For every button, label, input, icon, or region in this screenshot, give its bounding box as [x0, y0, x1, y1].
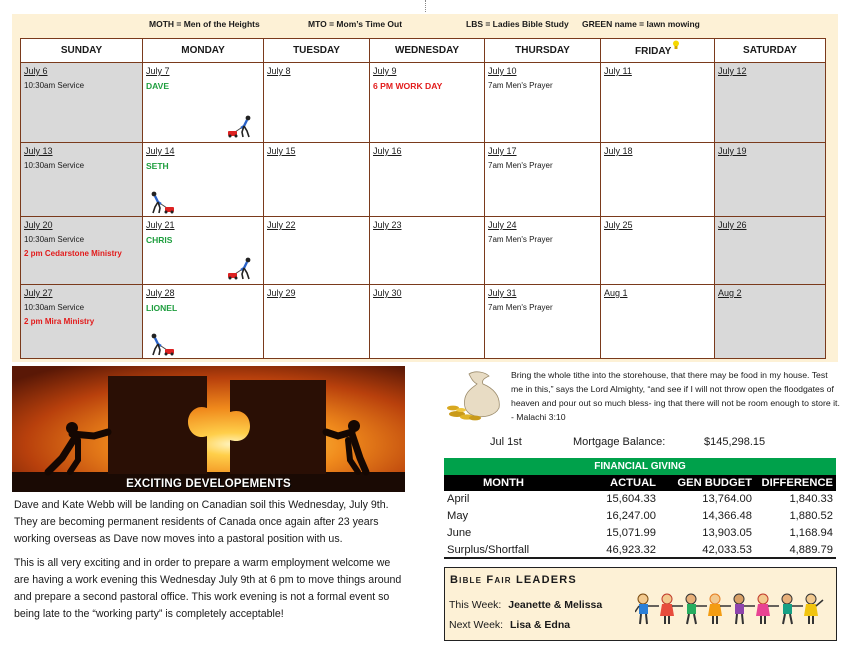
date-link[interactable]: July 15 [267, 146, 296, 156]
date-link[interactable]: July 19 [718, 146, 747, 156]
calendar-cell-monday [143, 285, 264, 359]
calendar-cell-sunday [21, 285, 143, 359]
this-week-line [449, 599, 602, 611]
date-link[interactable]: Aug 1 [604, 288, 628, 298]
article-paragraph: Dave and Kate Webb will be landing on Canadian soil this Wednesday, July 9th. They are becoming permanent residents of Canada once again after 23 years working overseas as Dave now moves into a pastoral position with us. [14, 499, 389, 546]
calendar-cell-wednesday [370, 63, 485, 143]
calendar-cell-tuesday [264, 217, 370, 285]
weekday-wednesday: WEDNESDAY [370, 39, 485, 63]
calendar-cell-tuesday [264, 63, 370, 143]
prayer-event: 7am Men's Prayer [488, 235, 553, 244]
article-paragraph: This is all very exciting and in order to prepare a warm employment welcome we are having a work evening this Wednesday July 9th at 6 pm to move things around and prepare a second pastoral office. This work evening is not a formal event so being late to the “working party” is completely acceptable! [14, 556, 402, 621]
calendar-cell-saturday [715, 63, 826, 143]
next-week-line [449, 619, 570, 631]
calendar-cell-saturday [715, 143, 826, 217]
date-link[interactable]: July 26 [718, 220, 747, 230]
date-link[interactable]: July 16 [373, 146, 402, 156]
calendar-week [21, 217, 826, 285]
actual-cell: 15,071.99 [606, 527, 656, 539]
weekday-thursday: THURSDAY [485, 39, 601, 63]
next-week-label: Next Week: [449, 619, 504, 631]
date-link[interactable]: July 22 [267, 220, 296, 230]
date-link[interactable]: July 9 [373, 66, 397, 76]
date-link[interactable]: July 23 [373, 220, 402, 230]
service-event: 10:30am Service [24, 235, 85, 244]
service-event: 10:30am Service [24, 161, 85, 170]
calendar-cell-saturday [715, 285, 826, 359]
budget-cell: 13,764.00 [702, 493, 752, 505]
calendar-legend [12, 19, 838, 35]
calendar-cell-thursday [485, 217, 601, 285]
mower-name: LIONEL [146, 303, 178, 313]
financial-title: FINANCIAL GIVING [444, 458, 836, 475]
date-link[interactable]: July 28 [146, 288, 175, 298]
mortgage-line [444, 436, 838, 452]
calendar-cell-friday [601, 143, 715, 217]
date-link[interactable]: July 14 [146, 146, 175, 156]
calendar-cell-thursday [485, 63, 601, 143]
budget-cell: 42,033.53 [702, 544, 752, 556]
calendar-cell-tuesday [264, 285, 370, 359]
date-link[interactable]: July 29 [267, 288, 296, 298]
calendar-cell-monday [143, 63, 264, 143]
calendar-cell-monday [143, 143, 264, 217]
bible-fair-title: Bible Fair LEADERS [450, 574, 577, 586]
weekday-friday-label: FRIDAY [635, 46, 672, 57]
calendar-cell-thursday [485, 285, 601, 359]
actual-cell: 16,247.00 [606, 510, 656, 522]
work-day-event: 6 PM WORK DAY [373, 81, 443, 91]
weekday-tuesday: TUESDAY [264, 39, 370, 63]
weekday-header-row [21, 39, 826, 63]
date-link[interactable]: July 27 [24, 288, 53, 298]
article-body [14, 497, 408, 629]
weekday-saturday: SATURDAY [715, 39, 826, 63]
table-row [444, 525, 836, 542]
calendar-panel [12, 14, 838, 362]
weekday-monday: MONDAY [143, 39, 264, 63]
ministry-event: 2 pm Mira Ministry [24, 317, 95, 326]
difference-cell: 1,840.33 [789, 493, 833, 505]
date-link[interactable]: July 21 [146, 220, 175, 230]
financial-giving-table [444, 458, 836, 559]
lawn-mower-icon [147, 190, 175, 214]
calendar-grid [20, 38, 826, 359]
calendar-week [21, 285, 826, 359]
date-link[interactable]: Aug 2 [718, 288, 742, 298]
calendar-cell-sunday [21, 143, 143, 217]
mower-name: SETH [146, 161, 169, 171]
legend-lbs: LBS = Ladies Bible Study [466, 19, 569, 29]
money-bag-icon [445, 370, 509, 422]
calendar-cell-friday [601, 217, 715, 285]
prayer-event: 7am Men's Prayer [488, 81, 553, 90]
date-link[interactable]: July 17 [488, 146, 517, 156]
legend-green: GREEN name = lawn mowing [582, 19, 700, 29]
calendar-cell-wednesday [370, 143, 485, 217]
budget-cell: 14,366.48 [702, 510, 752, 522]
weekday-sunday: SUNDAY [21, 39, 143, 63]
bible-fair-leaders-box [444, 567, 837, 641]
this-week-leaders: Jeanette & Melissa [508, 599, 603, 611]
calendar-week [21, 63, 826, 143]
date-link[interactable]: July 6 [24, 66, 48, 76]
scripture-verse: Bring the whole tithe into the storehouse, that there may be food in my house. Test me in this,” says the Lord Almighty, “and see if I will not throw open the floodgates of heaven and pour out so much bless- ing that there will not be room enough to store it. - Malachi 3:10 [511, 370, 840, 422]
month-cell: May [447, 510, 469, 522]
date-link[interactable]: July 30 [373, 288, 402, 298]
actual-cell: 15,604.33 [606, 493, 656, 505]
table-row-total [444, 542, 836, 559]
date-link[interactable]: July 10 [488, 66, 517, 76]
budget-cell: 13,903.05 [702, 527, 752, 539]
calendar-cell-wednesday [370, 285, 485, 359]
next-week-leaders: Lisa & Edna [510, 619, 571, 631]
date-link[interactable]: July 11 [604, 66, 632, 76]
financial-header-row [444, 475, 836, 491]
calendar-cell-friday [601, 285, 715, 359]
lightbulb-icon [672, 40, 680, 50]
calendar-cell-tuesday [264, 143, 370, 217]
prayer-event: 7am Men's Prayer [488, 303, 553, 312]
this-week-label: This Week: [449, 599, 502, 611]
mortgage-label: Mortgage Balance: [573, 436, 666, 448]
date-link[interactable]: July 8 [267, 66, 291, 76]
actual-cell: 46,923.32 [606, 544, 656, 556]
calendar-cell-wednesday [370, 217, 485, 285]
date-link[interactable]: July 18 [604, 146, 633, 156]
difference-cell: 4,889.79 [789, 544, 833, 556]
calendar-cell-saturday [715, 217, 826, 285]
date-link[interactable]: July 24 [488, 220, 517, 230]
date-link[interactable]: July 7 [146, 66, 170, 76]
month-cell: April [447, 493, 470, 505]
lawn-mower-icon [227, 256, 255, 280]
mower-name: DAVE [146, 81, 169, 91]
legend-moth: MOTH = Men of the Heights [149, 19, 260, 29]
mower-name: CHRIS [146, 235, 173, 245]
legend-mto: MTO = Mom’s Time Out [308, 19, 403, 29]
date-link[interactable]: July 31 [488, 288, 517, 298]
calendar-cell-sunday [21, 63, 143, 143]
difference-cell: 1,880.52 [789, 510, 833, 522]
prayer-event: 7am Men's Prayer [488, 161, 553, 170]
date-link[interactable]: July 13 [24, 146, 53, 156]
lawn-mower-icon [227, 114, 255, 138]
col-budget: GEN BUDGET [677, 477, 752, 489]
sunset-puzzle-illustration [12, 366, 405, 492]
lawn-mower-icon [147, 332, 175, 356]
puzzle-hero-image [12, 366, 405, 492]
col-difference: DIFFERENCE [761, 477, 833, 489]
service-event: 10:30am Service [24, 303, 85, 312]
calendar-cell-thursday [485, 143, 601, 217]
col-month: MONTH [482, 477, 524, 489]
service-event: 10:30am Service [24, 81, 85, 90]
date-link[interactable]: July 12 [718, 66, 747, 76]
month-cell: June [447, 527, 472, 539]
date-link[interactable]: July 25 [604, 220, 633, 230]
ministry-event: 2 pm Cedarstone Ministry [24, 249, 122, 258]
calendar-cell-monday [143, 217, 264, 285]
calendar-cell-friday [601, 63, 715, 143]
weekday-friday [601, 39, 715, 63]
table-row [444, 508, 836, 525]
hero-caption: EXCITING DEVELOPEMENTS [126, 478, 291, 490]
page-marker [425, 0, 427, 12]
month-cell: Surplus/Shortfall [447, 544, 530, 556]
children-clipart-icon [635, 592, 825, 626]
col-actual: ACTUAL [610, 477, 656, 489]
difference-cell: 1,168.94 [789, 527, 833, 539]
mortgage-date: Jul 1st [490, 436, 522, 448]
calendar-week [21, 143, 826, 217]
date-link[interactable]: July 20 [24, 220, 53, 230]
calendar-cell-sunday [21, 217, 143, 285]
table-row [444, 491, 836, 508]
mortgage-amount: $145,298.15 [704, 436, 766, 448]
